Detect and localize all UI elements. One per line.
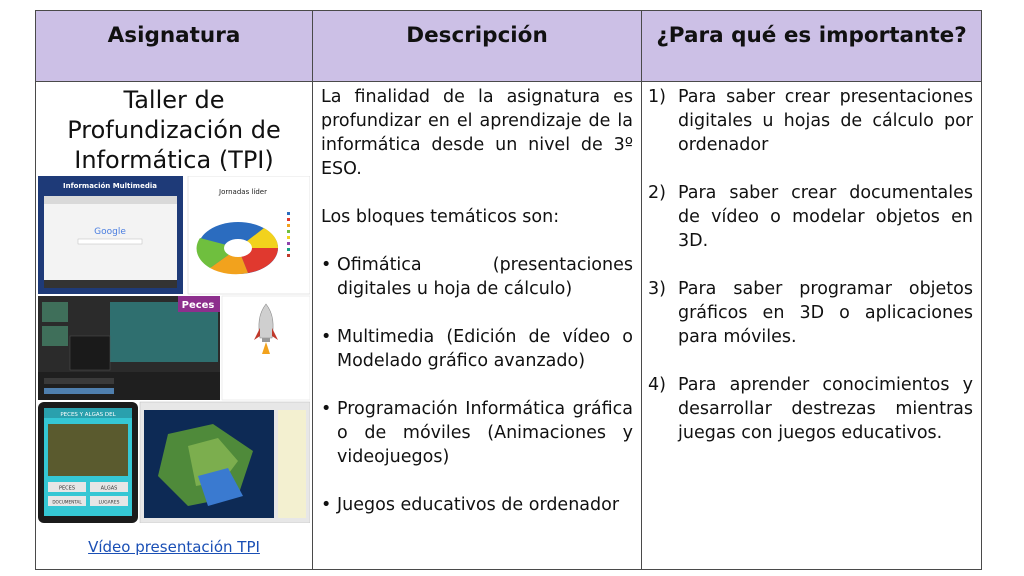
game-thumbnail: [140, 402, 310, 523]
reason-item: [648, 373, 973, 445]
video-editor-thumbnail: [38, 296, 220, 400]
block-item: • Juegos educativos de ordenador: [321, 493, 633, 517]
pie-chart-title: Jornadas líder: [219, 188, 267, 196]
reasons-list: [648, 85, 973, 445]
importance-cell: [642, 82, 982, 570]
subject-table: [35, 10, 982, 570]
phone-button-algas: ALGAS: [100, 485, 118, 492]
reason-text: Para saber crear documentales de vídeo o modelar objetos en 3D.: [678, 183, 973, 251]
phone-button-documental: DOCUMENTAL: [52, 499, 82, 505]
reason-item: [648, 85, 973, 157]
phone-button-peces: PECES: [59, 485, 75, 492]
reason-text: Para saber programar objetos gráficos en 3D o aplicaciones para móviles.: [678, 279, 973, 347]
reason-number: 2): [648, 183, 666, 203]
fishes-overlay-text: Peces: [181, 300, 215, 311]
thumbnail-collage: [38, 176, 310, 523]
reason-number: 1): [648, 87, 666, 107]
multimedia-window-title: Información Multimedia: [63, 182, 157, 190]
header-importancia: ¿Para qué es importante?: [642, 11, 982, 82]
phone-app-thumbnail: [38, 402, 138, 523]
search-logo: Google: [94, 227, 126, 237]
phone-app-title: PECES Y ALGAS DEL: [60, 412, 116, 418]
reason-item: [648, 181, 973, 253]
blocks-heading: Los bloques temáticos son:: [321, 207, 560, 227]
reason-text: Para saber crear presentaciones digitales u hojas de cálculo por ordenador: [678, 87, 973, 155]
reason-text: Para aprender conocimientos y desarrollar destrezas mientras juegas con juegos educativos.: [678, 375, 973, 443]
phone-button-lugares: LUGARES: [98, 500, 120, 506]
block-item: • Ofimática (presentaciones digitales u hoja de cálculo): [321, 253, 633, 301]
video-presentation-link[interactable]: Vídeo presentación TPI: [88, 538, 260, 556]
blocks-list: [321, 253, 633, 517]
description-cell: [313, 82, 642, 570]
reason-number: 3): [648, 279, 666, 299]
reason-number: 4): [648, 375, 666, 395]
header-asignatura: Asignatura: [36, 11, 313, 82]
block-item: • Programación Informática gráfica o de móviles (Animaciones y videojuegos): [321, 397, 633, 469]
pie-chart-thumbnail: [188, 176, 310, 294]
block-item: • Multimedia (Edición de vídeo o Modelado gráfico avanzado): [321, 325, 633, 373]
subject-title: Taller de Profundización de Informática (TPI): [67, 86, 281, 174]
subject-cell: [36, 82, 313, 570]
rocket-thumbnail: [222, 296, 310, 400]
header-row: [36, 11, 982, 82]
reason-item: [648, 277, 973, 349]
header-descripcion: Descripción: [313, 11, 642, 82]
description-intro: La finalidad de la asignatura es profundizar en el aprendizaje de la informática desde un nivel de 3º ESO.: [321, 87, 633, 179]
content-row: [36, 82, 982, 570]
browser-screenshot-thumbnail: [38, 176, 183, 294]
